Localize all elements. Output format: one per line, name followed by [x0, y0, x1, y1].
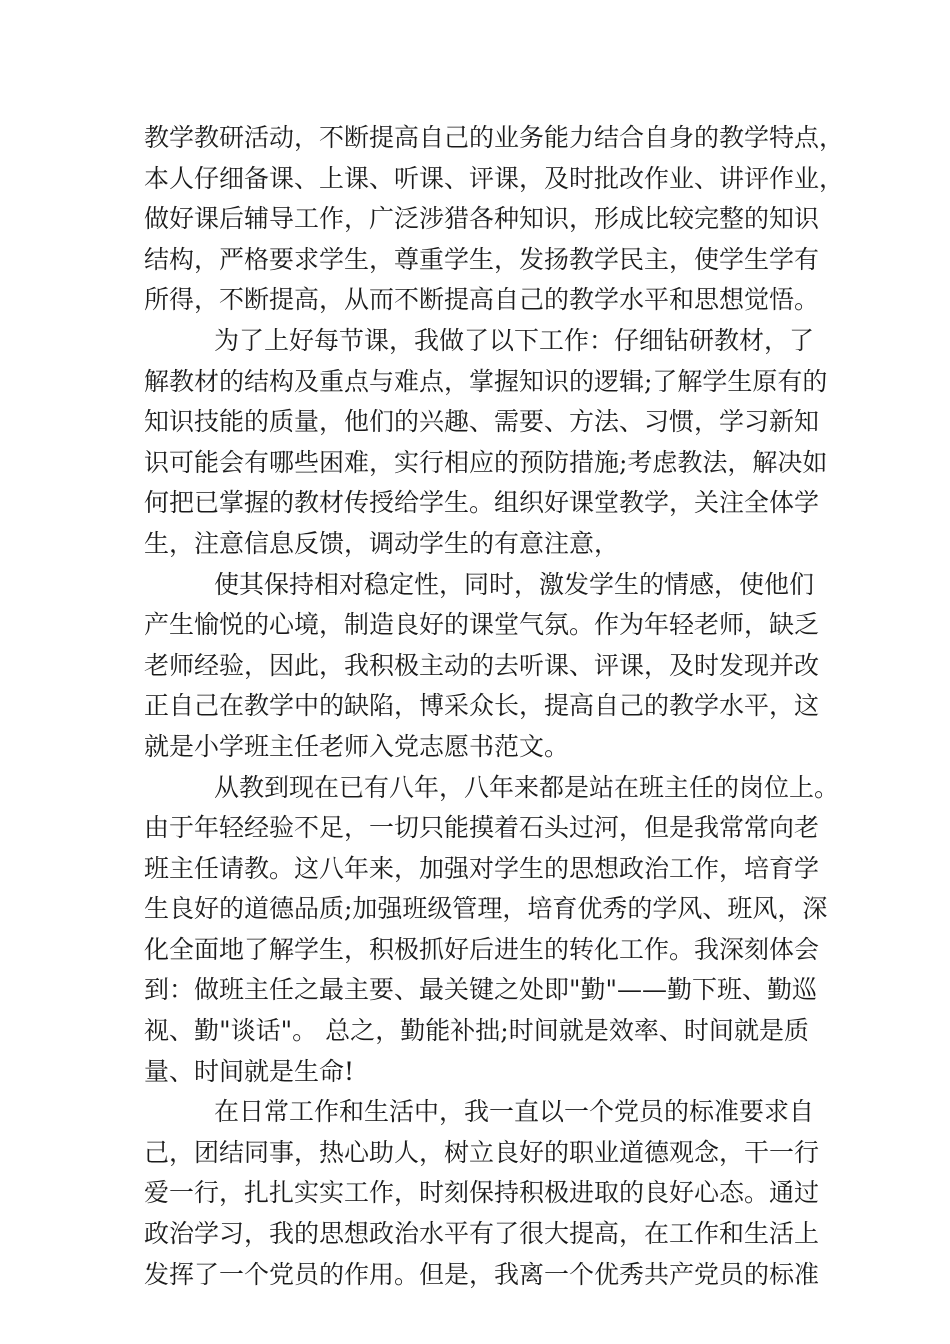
text-line: 使其保持相对稳定性，同时，激发学生的情感，使他们: [214, 569, 815, 599]
text-line: 做好课后辅导工作，广泛涉猎各种知识，形成比较完整的知识: [144, 204, 820, 234]
text-line: 从教到现在已有八年，八年来都是站在班主任的岗位上。: [214, 772, 840, 802]
text-line: 己，团结同事，热心助人，树立良好的职业道德观念，干一行: [144, 1137, 820, 1167]
text-line: 政治学习，我的思想政治水平有了很大提高，在工作和生活上: [144, 1219, 820, 1249]
text-line: 量、时间就是生命!: [144, 1056, 355, 1086]
text-line: 爱一行，扎扎实实工作，时刻保持积极进取的良好心态。通过: [144, 1178, 820, 1208]
text-line: 何把已掌握的教材传授给学生。组织好课堂教学，关注全体学: [144, 488, 820, 518]
text-line: 老师经验，因此，我积极主动的去听课、评课，及时发现并改: [144, 650, 820, 680]
body-text: [144, 118, 845, 1295]
text-line: 教学教研活动，不断提高自己的业务能力结合自身的教学特点，: [144, 123, 845, 152]
text-line: 班主任请教。这八年来，加强对学生的思想政治工作，培育学: [144, 853, 820, 883]
text-line: 知识技能的质量，他们的兴趣、需要、方法、习惯，学习新知: [144, 407, 820, 437]
text-line: 识可能会有哪些困难，实行相应的预防措施;考虑教法，解决如: [144, 447, 828, 477]
text-line: 在日常工作和生活中，我一直以一个党员的标准要求自: [214, 1097, 815, 1127]
text-line: 所得，不断提高，从而不断提高自己的教学水平和思想觉悟。: [144, 285, 820, 315]
text-line: 生良好的道德品质;加强班级管理，培育优秀的学风、班风，深: [144, 894, 828, 924]
text-line: 正自己在教学中的缺陷，博采众长，提高自己的教学水平，这: [144, 691, 820, 721]
text-line: 视、勤"谈话"。 总之，勤能补拙;时间就是效率、时间就是质: [144, 1016, 809, 1046]
text-line: 到：做班主任之最主要、最关键之处即"勤"——勤下班、勤巡: [144, 975, 818, 1005]
text-line: 产生愉悦的心境，制造良好的课堂气氛。作为年轻老师，缺乏: [144, 610, 820, 640]
text-line: 为了上好每节课，我做了以下工作：仔细钻研教材，了: [214, 325, 815, 355]
text-line: 结构，严格要求学生，尊重学生，发扬教学民主，使学生学有: [144, 244, 820, 274]
text-line: 发挥了一个党员的作用。但是，我离一个优秀共产党员的标准: [144, 1259, 820, 1289]
text-line: 就是小学班主任老师入党志愿书范文。: [144, 731, 570, 761]
text-line: 生，注意信息反馈，调动学生的有意注意，: [144, 528, 620, 558]
text-line: 解教材的结构及重点与难点，掌握知识的逻辑;了解学生原有的: [144, 366, 828, 396]
text-line: 本人仔细备课、上课、听课、评课，及时批改作业、讲评作业，: [144, 163, 845, 193]
text-line: 由于年轻经验不足，一切只能摸着石头过河，但是我常常向老: [144, 813, 820, 843]
text-line: 化全面地了解学生，积极抓好后进生的转化工作。我深刻体会: [144, 934, 820, 964]
